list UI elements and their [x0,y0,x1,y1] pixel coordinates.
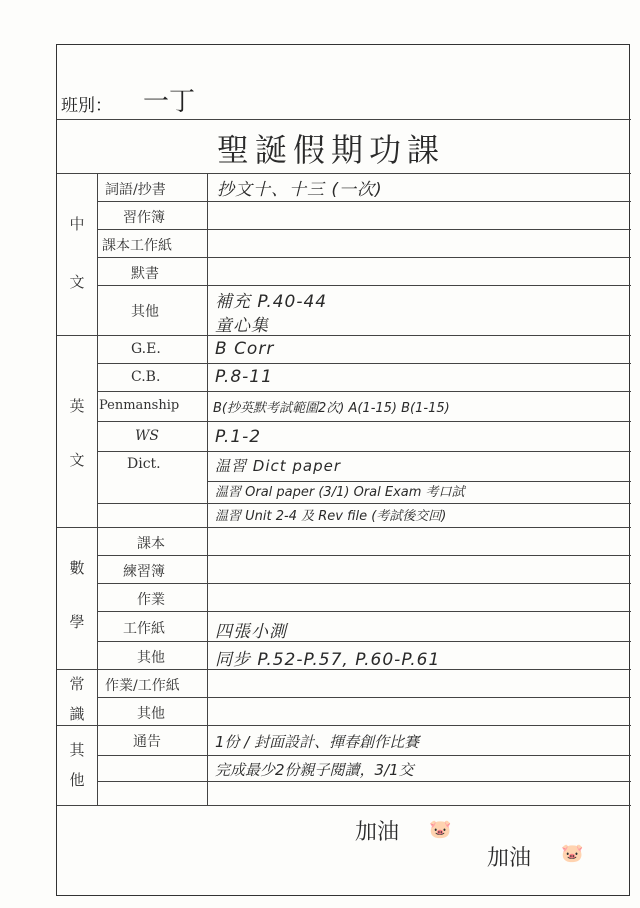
row-value: 四張小測 [215,622,287,642]
rule-line [57,805,631,806]
row-label: G.E. [131,341,161,357]
rule-line [97,285,631,286]
rule-line [97,755,631,756]
rule-line [97,611,631,612]
class-label: 班別： [61,96,112,116]
subject-chinese-2: 文 [69,273,85,291]
pig-doodle-icon: 🐷 [561,843,584,864]
class-value: 一丁 [143,87,196,117]
column-line [97,173,98,805]
row-value: 温習 Oral paper (3/1) Oral Exam 考口試 [215,485,465,500]
row-label: 通告 [133,734,161,750]
row-value: B(抄英默考試範圍2次) A(1-15) B(1-15) [213,401,450,416]
row-label: 其他 [137,650,165,666]
subject-gk-2: 識 [69,705,85,723]
rule-line [97,641,631,642]
pig-doodle-icon: 🐷 [429,819,452,840]
row-value: P.8-11 [215,367,273,387]
rule-line [97,583,631,584]
rule-line [97,363,631,364]
row-value: 同步 P.52-P.57, P.60-P.61 [215,650,441,670]
subject-math-2: 學 [69,613,85,631]
rule-line [97,201,631,202]
rule-line [97,503,631,504]
rule-line [57,173,631,174]
rule-line [57,725,631,726]
row-label: 習作簿 [123,210,165,226]
row-label: Penmanship [99,398,180,413]
row-label: 其他 [131,304,159,320]
row-value: 温習 Dict paper [215,457,342,475]
rule-line [97,781,631,782]
homework-sheet [56,44,630,896]
row-label: 工作紙 [123,621,165,637]
rule-line [97,555,631,556]
rule-line [57,335,631,336]
subject-gk-1: 常 [69,675,85,693]
row-label: 其他 [137,706,165,722]
rule-line [97,229,631,230]
row-label: C.B. [131,369,161,385]
row-label: 默書 [131,266,159,282]
row-value: 1份 / 封面設計、揮春創作比賽 [215,733,420,751]
rule-line [97,391,631,392]
subject-chinese-1: 中 [69,215,85,233]
encouragement-note: 加油 [355,820,400,845]
subject-english-2: 文 [69,451,85,469]
subject-others-1: 其 [69,741,85,759]
row-value: 温習 Unit 2-4 及 Rev file (考試後交回) [215,509,447,524]
row-value: P.1-2 [215,427,262,447]
subject-math-1: 數 [69,559,85,577]
rule-line [97,451,631,452]
row-value: 補充 P.40-44 [215,292,328,312]
rule-line [57,119,631,120]
row-label: 練習簿 [123,564,165,580]
row-label: Dict. [127,456,161,472]
column-line [207,173,208,805]
row-label: 作業/工作紙 [105,678,180,694]
row-value: 完成最少2份親子閱讀，3/1交 [215,761,414,779]
subject-others-2: 他 [69,771,85,789]
encouragement-note: 加油 [487,846,532,871]
sheet-title: 聖誕假期功課 [217,131,446,169]
row-label: 課本 [137,536,165,552]
row-value: 童心集 [215,316,269,336]
rule-line [97,697,631,698]
rule-line [57,527,631,528]
subject-english-1: 英 [69,397,85,415]
row-label: 詞語/抄書 [105,182,166,198]
row-value: 抄文十、十三 (一次) [217,180,383,200]
rule-line [97,421,631,422]
row-label: 作業 [137,592,165,608]
rule-line [97,257,631,258]
row-value: B Corr [215,339,275,359]
row-label: 課本工作紙 [102,238,172,254]
row-label: WS [135,428,159,444]
